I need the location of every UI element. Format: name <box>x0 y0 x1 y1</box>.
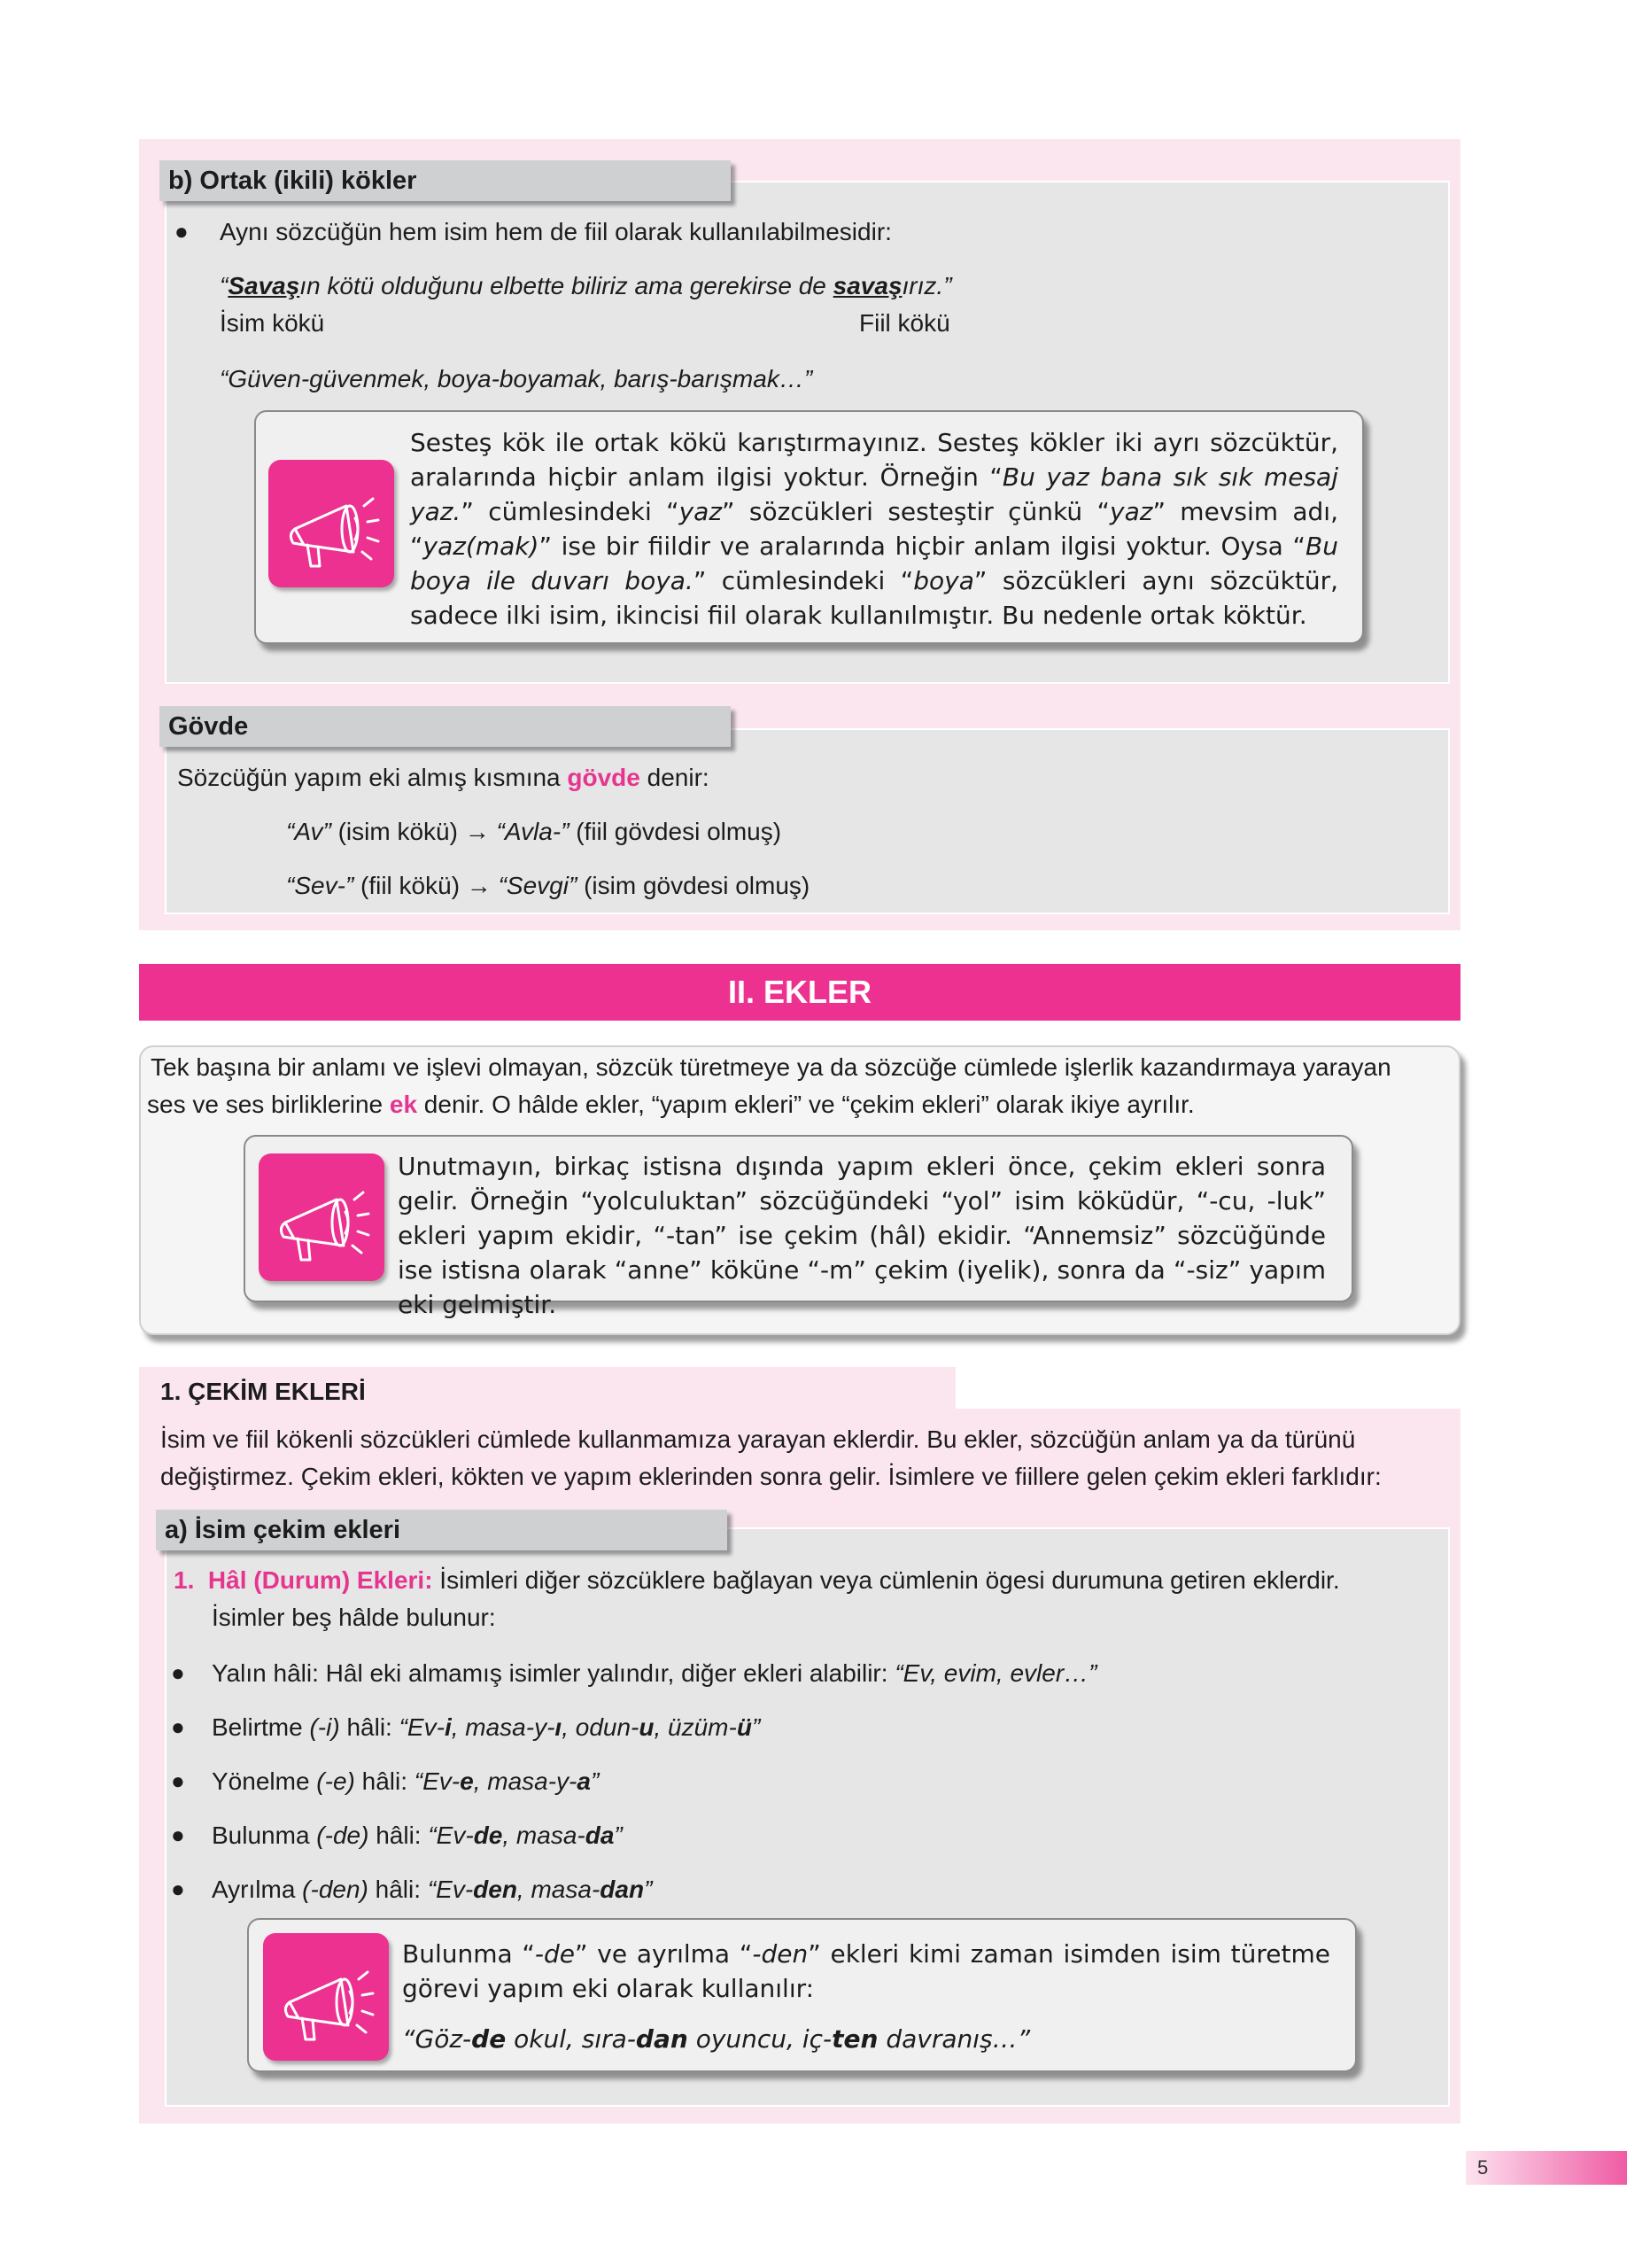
note-3-example: “Göz-de okul, sıra-dan oyuncu, iç-ten davranış…” <box>402 2024 1031 2054</box>
bullet-dot: ● <box>171 1821 185 1848</box>
bulunma-hali: Bulunma (-de) hâli: “Ev-de, masa-da” <box>212 1821 623 1849</box>
megaphone-icon <box>263 1933 389 2061</box>
belirtme-hali: Belirtme (-i) hâli: “Ev-i, masa-y-ı, odun-u, üzüm-ü” <box>212 1713 761 1741</box>
note-text-1: Sesteş kök ile ortak kökü karıştırmayınız. Sesteş kökler iki ayrı sözcüktür, aralarında hiçbir anlam ilgisi yoktur. Örneğin “Bu yaz bana sık sık mesaj yaz.” cümlesindeki “yaz” sözcükleri sesteştir çünkü “yaz” mevsim adı, “yaz(mak)” ise bir fiildir ve aralarında hiçbir anlam ilgisi yoktur. Oysa “Bu boya ile duvarı boya.” cümlesindeki “boya” sözcükleri aynı sözcüktür, sadece ilki isim, ikincisi fiil olarak kullanılmıştır. Bu nedenle ortak köktür. <box>410 428 1338 630</box>
cekim-intro-line1: İsim ve fiil kökenli sözcükleri cümlede kullanmamıza yarayan eklerdir. Bu ekler, sözcüğün anlam ya da türünü <box>160 1425 1356 1453</box>
section-b-bullet: Aynı sözcüğün hem isim hem de fiil olarak kullanılabilmesidir: <box>220 218 892 245</box>
govde-heading: Gövde <box>159 706 731 747</box>
ekler-title: II. EKLER <box>139 964 1460 1021</box>
megaphone-icon <box>268 460 394 587</box>
section-b-example: “Savaşın kötü olduğunu elbette biliriz ama gerekirse de savaşırız.” <box>220 272 952 299</box>
note-icon-1 <box>268 460 394 587</box>
isim-cekim-heading: a) İsim çekim ekleri <box>156 1510 727 1550</box>
label-fiil-koku: Fiil kökü <box>859 309 950 337</box>
yalin-hali: Yalın hâli: Hâl eki almamış isimler yalındır, diğer ekleri alabilir: “Ev, evim, evler…” <box>212 1659 1097 1687</box>
hal-ekleri-line1: 1. Hâl (Durum) Ekleri: İsimleri diğer sözcüklere bağlayan veya cümlenin ögesi durumuna getiren eklerdir. <box>174 1566 1340 1594</box>
note-icon-3 <box>263 1933 389 2061</box>
bullet-dot: ● <box>171 1876 185 1902</box>
yonelme-hali: Yönelme (-e) hâli: “Ev-e, masa-y-a” <box>212 1767 600 1795</box>
govde-definition: Sözcüğün yapım eki almış kısmına gövde denir: <box>177 764 709 791</box>
label-isim-koku: İsim kökü <box>220 309 325 337</box>
ekler-intro-line2: ses ve ses birliklerine ek denir. O hâlde ekler, “yapım ekleri” ve “çekim ekleri” olarak ikiye ayrılır. <box>147 1091 1195 1118</box>
govde-example-2: “Sev-” (fiil kökü) → “Sevgi” (isim gövdesi olmuş) <box>286 872 810 899</box>
ayrilma-hali: Ayrılma (-den) hâli: “Ev-den, masa-dan” <box>212 1876 653 1903</box>
note-text-3: Bulunma “-de” ve ayrılma “-den” ekleri kimi zaman isimden isim türetme görevi yapım eki olarak kullanılır: <box>402 1939 1330 2003</box>
page-number: 5 <box>1477 2156 1489 2179</box>
bullet-dot: ● <box>174 218 189 245</box>
bullet-dot: ● <box>171 1713 185 1740</box>
ekler-intro-line1: Tek başına bir anlamı ve işlevi olmayan, sözcük türetmeye ya da sözcüğe cümlede işlerlik kazandırmaya yarayan <box>151 1053 1391 1081</box>
section-b-heading: b) Ortak (ikili) kökler <box>159 160 731 201</box>
section-b-examples-list: “Güven-güvenmek, boya-boyamak, barış-barışmak…” <box>220 365 813 392</box>
bullet-dot: ● <box>171 1659 185 1686</box>
hal-ekleri-line2: İsimler beş hâlde bulunur: <box>212 1604 496 1631</box>
cekim-intro-line2: değiştirmez. Çekim ekleri, kökten ve yapım eklerinden sonra gelir. İsimlere ve fiillere gelen çekim ekleri farklıdır: <box>160 1463 1382 1490</box>
note-text-2: Unutmayın, birkaç istisna dışında yapım ekleri önce, çekim ekleri sonra gelir. Örneğin “yolculuktan” sözcüğündeki “yol” isim köküdür, “-cu, -luk” ekleri yapım ekidir, “-tan” ise çekim (hâl) ekidir. “Annemsiz” sözcüğünde ise istisna olarak “anne” köküne “-m” çekim (iyelik), sonra da “-siz” yapım eki gelmiştir. <box>398 1152 1326 1319</box>
note-icon-2 <box>259 1153 384 1281</box>
page-number-bar <box>1466 2151 1627 2185</box>
cekim-heading: 1. ÇEKİM EKLERİ <box>160 1378 366 1405</box>
bullet-dot: ● <box>171 1767 185 1794</box>
megaphone-icon <box>259 1153 384 1281</box>
govde-example-1: “Av” (isim kökü) → “Avla-” (fiil gövdesi olmuş) <box>286 818 782 845</box>
